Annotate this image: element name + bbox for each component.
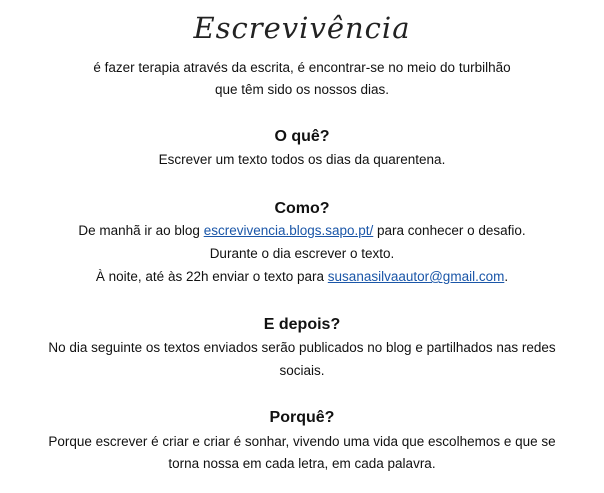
how-line-3 — [0, 266, 604, 288]
why-line-1: Porque escrever é criar e criar é sonhar, vivendo uma vida que escolhemos e que se — [48, 434, 556, 449]
page-title: Escrevivência — [193, 11, 411, 45]
after-line-2: sociais. — [279, 363, 325, 378]
how-line-1-text: De manhã ir ao blog — [78, 223, 204, 238]
how-line-1 — [0, 220, 604, 242]
what-line-1: Escrever um texto todos os dias da quarentena. — [158, 152, 446, 167]
how-line-3-text: À noite, até às 22h enviar o texto para — [95, 269, 328, 284]
section-heading-what: O quê? — [274, 128, 330, 145]
section-heading-why: Porquê? — [269, 409, 335, 426]
how-line-3-suffix: . — [504, 269, 509, 284]
intro-line-2: que têm sido os nossos dias. — [214, 82, 390, 97]
section-heading-how: Como? — [274, 200, 330, 217]
intro-line-1: é fazer terapia através da escrita, é encontrar-se no meio do turbilhão — [93, 60, 511, 75]
after-line-1: No dia seguinte os textos enviados serão publicados no blog e partilhados nas redes — [48, 340, 556, 355]
why-line-2: torna nossa em cada letra, em cada palavra. — [168, 456, 436, 471]
blog-link[interactable]: escrevivencia.blogs.sapo.pt/ — [203, 223, 374, 238]
email-link[interactable]: susanasilvaautor@gmail.com — [327, 269, 505, 284]
how-line-1-suffix: para conhecer o desafio. — [373, 223, 526, 238]
how-line-2: Durante o dia escrever o texto. — [209, 246, 395, 261]
section-heading-after: E depois? — [263, 316, 341, 333]
